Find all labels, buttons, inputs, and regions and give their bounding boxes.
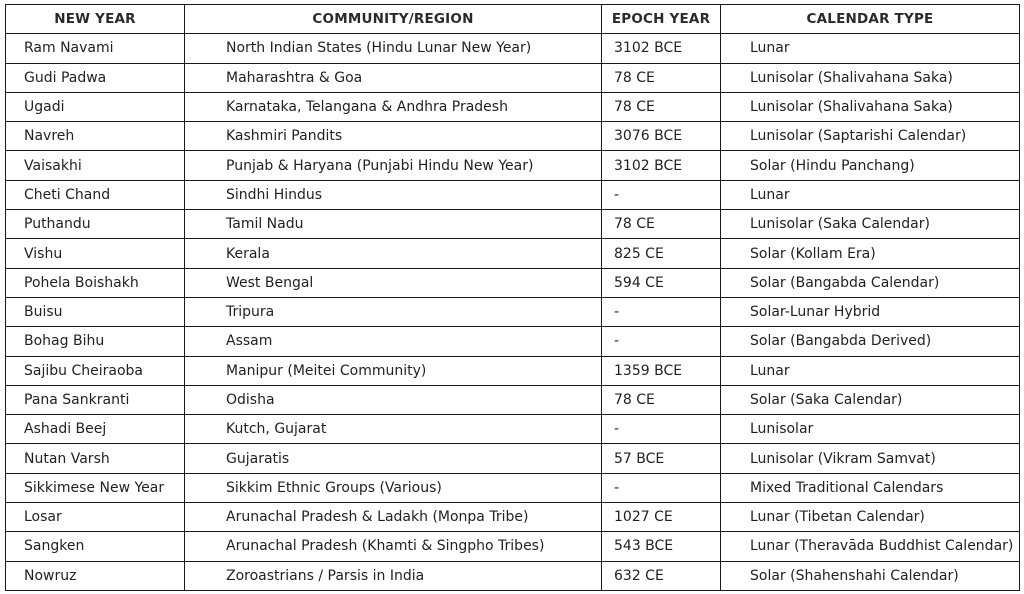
cell-epoch-year: 78 CE (602, 92, 721, 121)
cell-community-region: Manipur (Meitei Community) (185, 356, 602, 385)
cell-community-region: North Indian States (Hindu Lunar New Year) (185, 34, 602, 63)
header-calendar-type: CALENDAR TYPE (721, 5, 1020, 34)
cell-calendar-type: Lunisolar (Saka Calendar) (721, 210, 1020, 239)
header-epoch-year: EPOCH YEAR (602, 5, 721, 34)
new-year-table-container (5, 4, 1019, 591)
new-year-table (5, 4, 1020, 591)
cell-new-year: Ashadi Beej (6, 415, 185, 444)
cell-community-region: Tripura (185, 297, 602, 326)
table-body (6, 34, 1020, 591)
cell-new-year: Losar (6, 503, 185, 532)
cell-epoch-year: 78 CE (602, 63, 721, 92)
header-row (6, 5, 1020, 34)
table-row (6, 34, 1020, 63)
cell-epoch-year: 78 CE (602, 385, 721, 414)
header-new-year: NEW YEAR (6, 5, 185, 34)
table-header (6, 5, 1020, 34)
cell-community-region: West Bengal (185, 268, 602, 297)
cell-new-year: Pana Sankranti (6, 385, 185, 414)
table-row (6, 268, 1020, 297)
cell-community-region: Arunachal Pradesh & Ladakh (Monpa Tribe) (185, 503, 602, 532)
table-row (6, 327, 1020, 356)
cell-new-year: Puthandu (6, 210, 185, 239)
cell-calendar-type: Lunisolar (Saptarishi Calendar) (721, 122, 1020, 151)
table-row (6, 151, 1020, 180)
cell-community-region: Odisha (185, 385, 602, 414)
cell-calendar-type: Lunisolar (Shalivahana Saka) (721, 63, 1020, 92)
cell-new-year: Ugadi (6, 92, 185, 121)
table-row (6, 532, 1020, 561)
cell-calendar-type: Lunar (721, 180, 1020, 209)
table-row (6, 444, 1020, 473)
cell-new-year: Nowruz (6, 561, 185, 590)
table-row (6, 180, 1020, 209)
cell-community-region: Punjab & Haryana (Punjabi Hindu New Year) (185, 151, 602, 180)
cell-calendar-type: Lunar (721, 356, 1020, 385)
cell-epoch-year: 3102 BCE (602, 151, 721, 180)
cell-new-year: Buisu (6, 297, 185, 326)
cell-epoch-year: - (602, 327, 721, 356)
cell-new-year: Ram Navami (6, 34, 185, 63)
cell-community-region: Kashmiri Pandits (185, 122, 602, 151)
cell-epoch-year: 78 CE (602, 210, 721, 239)
cell-epoch-year: - (602, 415, 721, 444)
cell-new-year: Sikkimese New Year (6, 473, 185, 502)
cell-new-year: Navreh (6, 122, 185, 151)
cell-epoch-year: - (602, 473, 721, 502)
table-row (6, 239, 1020, 268)
cell-calendar-type: Solar (Kollam Era) (721, 239, 1020, 268)
cell-calendar-type: Lunar (721, 34, 1020, 63)
table-row (6, 415, 1020, 444)
cell-calendar-type: Mixed Traditional Calendars (721, 473, 1020, 502)
cell-calendar-type: Lunisolar (721, 415, 1020, 444)
cell-new-year: Sangken (6, 532, 185, 561)
cell-community-region: Sikkim Ethnic Groups (Various) (185, 473, 602, 502)
cell-community-region: Gujaratis (185, 444, 602, 473)
cell-new-year: Vaisakhi (6, 151, 185, 180)
table-row (6, 385, 1020, 414)
header-community-region: COMMUNITY/REGION (185, 5, 602, 34)
cell-calendar-type: Solar (Saka Calendar) (721, 385, 1020, 414)
cell-calendar-type: Solar (Bangabda Derived) (721, 327, 1020, 356)
cell-calendar-type: Lunisolar (Vikram Samvat) (721, 444, 1020, 473)
cell-epoch-year: 1027 CE (602, 503, 721, 532)
cell-new-year: Pohela Boishakh (6, 268, 185, 297)
table-row (6, 122, 1020, 151)
cell-community-region: Kerala (185, 239, 602, 268)
cell-community-region: Tamil Nadu (185, 210, 602, 239)
table-row (6, 63, 1020, 92)
table-row (6, 92, 1020, 121)
cell-community-region: Zoroastrians / Parsis in India (185, 561, 602, 590)
cell-community-region: Maharashtra & Goa (185, 63, 602, 92)
cell-community-region: Arunachal Pradesh (Khamti & Singpho Tribes) (185, 532, 602, 561)
cell-epoch-year: 594 CE (602, 268, 721, 297)
table-row (6, 297, 1020, 326)
cell-epoch-year: 825 CE (602, 239, 721, 268)
cell-calendar-type: Solar (Hindu Panchang) (721, 151, 1020, 180)
cell-community-region: Sindhi Hindus (185, 180, 602, 209)
cell-calendar-type: Lunar (Theravāda Buddhist Calendar) (721, 532, 1020, 561)
cell-epoch-year: 57 BCE (602, 444, 721, 473)
cell-calendar-type: Solar (Shahenshahi Calendar) (721, 561, 1020, 590)
cell-epoch-year: - (602, 297, 721, 326)
cell-calendar-type: Solar-Lunar Hybrid (721, 297, 1020, 326)
cell-new-year: Gudi Padwa (6, 63, 185, 92)
table-row (6, 210, 1020, 239)
cell-new-year: Vishu (6, 239, 185, 268)
cell-epoch-year: - (602, 180, 721, 209)
cell-new-year: Cheti Chand (6, 180, 185, 209)
cell-calendar-type: Lunisolar (Shalivahana Saka) (721, 92, 1020, 121)
cell-epoch-year: 3102 BCE (602, 34, 721, 63)
cell-new-year: Sajibu Cheiraoba (6, 356, 185, 385)
cell-community-region: Karnataka, Telangana & Andhra Pradesh (185, 92, 602, 121)
cell-calendar-type: Solar (Bangabda Calendar) (721, 268, 1020, 297)
cell-new-year: Bohag Bihu (6, 327, 185, 356)
cell-calendar-type: Lunar (Tibetan Calendar) (721, 503, 1020, 532)
cell-epoch-year: 3076 BCE (602, 122, 721, 151)
table-row (6, 473, 1020, 502)
table-row (6, 503, 1020, 532)
table-row (6, 356, 1020, 385)
cell-epoch-year: 543 BCE (602, 532, 721, 561)
cell-new-year: Nutan Varsh (6, 444, 185, 473)
cell-community-region: Kutch, Gujarat (185, 415, 602, 444)
cell-community-region: Assam (185, 327, 602, 356)
table-row (6, 561, 1020, 590)
cell-epoch-year: 1359 BCE (602, 356, 721, 385)
cell-epoch-year: 632 CE (602, 561, 721, 590)
